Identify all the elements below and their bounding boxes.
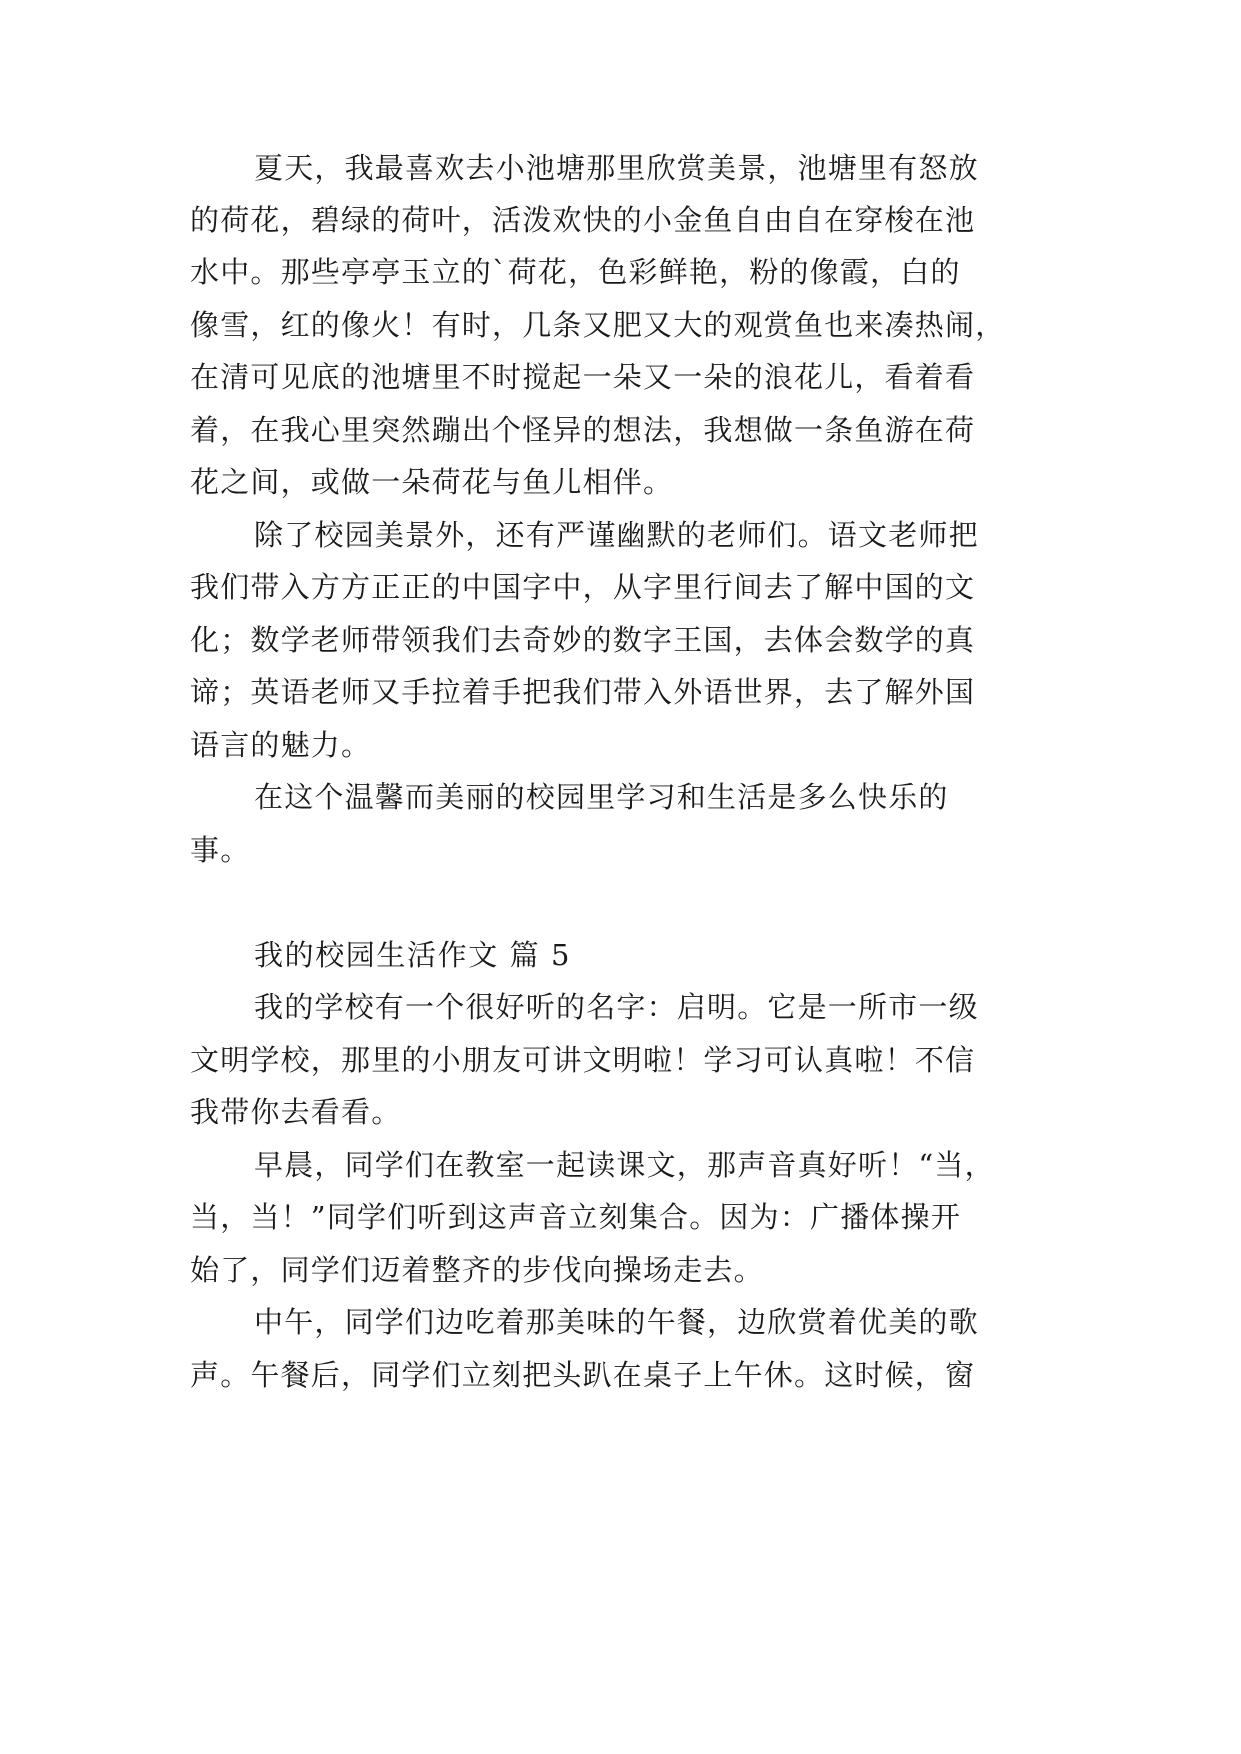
text-line: 事。 xyxy=(190,833,251,867)
section-heading: 我的校园生活作文 篇 5 xyxy=(254,938,572,972)
text-line: 的荷花，碧绿的荷叶，活泼欢快的小金鱼自由自在穿梭在池 xyxy=(190,203,976,237)
text-line: 化；数学老师带领我们去奇妙的数字王国，去体会数学的真 xyxy=(190,623,976,657)
text-line: 声。午餐后，同学们立刻把头趴在桌子上午休。这时候，窗 xyxy=(190,1358,976,1392)
text-line: 夏天，我最喜欢去小池塘那里欣赏美景，池塘里有怒放 xyxy=(254,151,979,185)
text-line: 文明学校，那里的小朋友可讲文明啦！学习可认真啦！不信 xyxy=(190,1043,976,1077)
text-line: 水中。那些亭亭玉立的`荷花，色彩鲜艳，粉的像霞，白的 xyxy=(190,255,961,289)
text-line: 在这个温馨而美丽的校园里学习和生活是多么快乐的 xyxy=(254,780,949,814)
text-line: 除了校园美景外，还有严谨幽默的老师们。语文老师把 xyxy=(254,518,979,552)
text-line: 早晨，同学们在教室一起读课文，那声音真好听！“当， xyxy=(254,1148,995,1182)
text-line: 我的学校有一个很好听的名字：启明。它是一所市一级 xyxy=(254,990,979,1024)
text-line: 中午，同学们边吃着那美味的午餐，边欣赏着优美的歌 xyxy=(254,1305,979,1339)
text-line: 语言的魅力。 xyxy=(190,728,372,762)
text-line: 在清可见底的池塘里不时搅起一朵又一朵的浪花儿，看着看 xyxy=(190,360,976,394)
text-line: 着，在我心里突然蹦出个怪异的想法，我想做一条鱼游在荷 xyxy=(190,413,976,447)
text-line: 花之间，或做一朵荷花与鱼儿相伴。 xyxy=(190,465,674,499)
text-line: 我带你去看看。 xyxy=(190,1095,402,1129)
text-line: 像雪，红的像火！有时，几条又肥又大的观赏鱼也来凑热闹， xyxy=(190,308,1006,342)
text-line: 我们带入方方正正的中国字中，从字里行间去了解中国的文 xyxy=(190,570,976,604)
text-line: 谛；英语老师又手拉着手把我们带入外语世界，去了解外国 xyxy=(190,675,976,709)
text-line: 始了，同学们迈着整齐的步伐向操场走去。 xyxy=(190,1253,764,1287)
text-line: 当，当！”同学们听到这声音立刻集合。因为：广播体操开 xyxy=(190,1200,962,1234)
